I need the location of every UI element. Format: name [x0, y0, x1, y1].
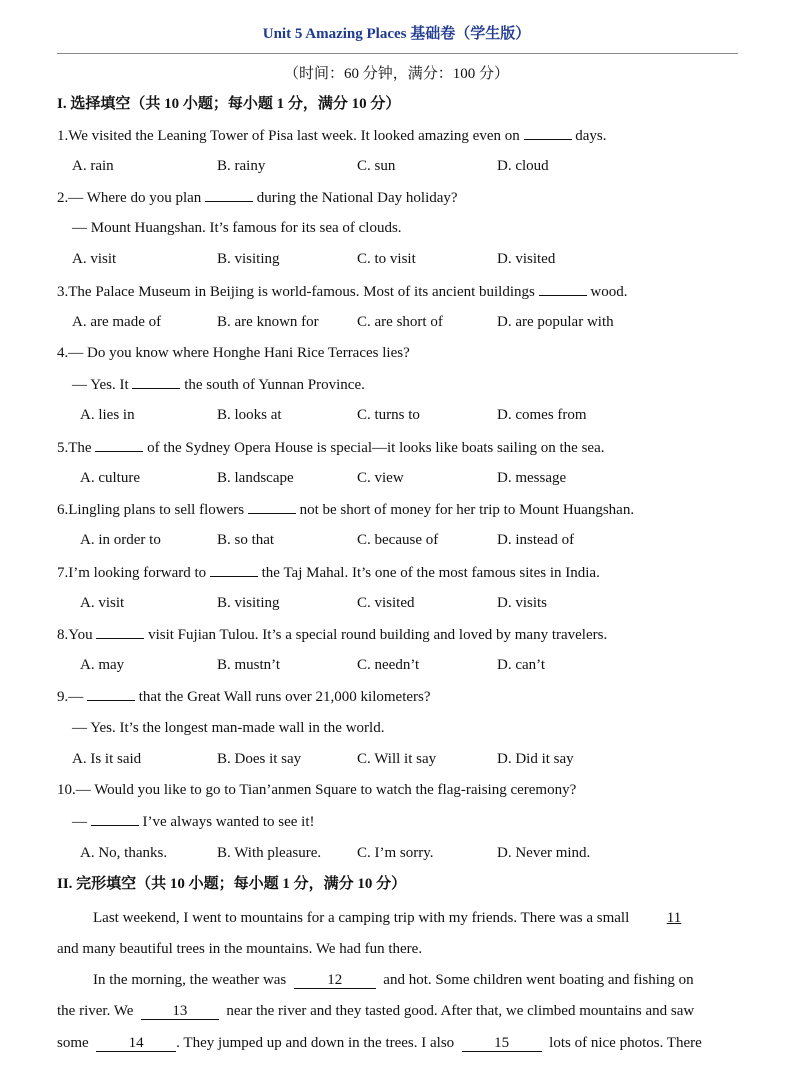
- q9-option-c: C. Will it say: [357, 751, 437, 767]
- time-note: （时间：60 分钟，满分：100 分）: [283, 66, 509, 82]
- q6-option-d: D. instead of: [497, 532, 575, 548]
- question-5: 5.The of the Sydney Opera House is special—it looks like boats sailing on the sea.: [57, 437, 605, 458]
- q6-option-a: A. in order to: [80, 532, 161, 548]
- header-divider: [57, 53, 738, 54]
- q2-option-d: D. visited: [497, 251, 556, 267]
- q10-option-d: D. Never mind.: [497, 845, 591, 861]
- question-10: 10.— Would you like to go to Tian’anmen Square to watch the flag-raising ceremony?: [57, 782, 577, 798]
- cloze-p1-line1: Last weekend, I went to mountains for a camping trip with my friends. There was a small 11: [93, 910, 682, 926]
- q4-option-b: B. looks at: [217, 407, 282, 423]
- cloze-blank-11: 11: [666, 910, 682, 926]
- cloze-blank-14: 14: [96, 1035, 176, 1052]
- section2-heading: II. 完形填空（共 10 小题；每小题 1 分，满分 10 分）: [57, 876, 407, 892]
- q9-option-a: A. Is it said: [72, 751, 142, 767]
- cloze-p2-line1: In the morning, the weather was 12 and hot. Some children went boating and fishing on: [93, 972, 694, 988]
- q10-option-c: C. I’m sorry.: [357, 845, 434, 861]
- cloze-p2-line2: the river. We 13 near the river and they tasted good. After that, we climbed mountains and saw: [57, 1003, 695, 1019]
- q2-option-a: A. visit: [72, 251, 117, 267]
- q1-option-d: D. cloud: [497, 158, 549, 174]
- cloze-blank-13: 13: [141, 1003, 219, 1020]
- q5-option-b: B. landscape: [217, 470, 294, 486]
- q1-option-c: C. sun: [357, 158, 396, 174]
- q7-option-c: C. visited: [357, 595, 415, 611]
- q7-option-a: A. visit: [80, 595, 125, 611]
- section1-heading: I. 选择填空（共 10 小题；每小题 1 分，满分 10 分）: [57, 96, 401, 112]
- q2-option-b: B. visiting: [217, 251, 280, 267]
- page-title: Unit 5 Amazing Places 基础卷（学生版）: [262, 26, 531, 42]
- q3-option-a: A. are made of: [72, 314, 162, 330]
- question-9: 9.— that the Great Wall runs over 21,000 kilometers?: [57, 686, 431, 707]
- q8-option-c: C. needn’t: [357, 657, 420, 673]
- q9-option-d: D. Did it say: [497, 751, 574, 767]
- q3-option-c: C. are short of: [357, 314, 443, 330]
- q9-option-b: B. Does it say: [217, 751, 302, 767]
- q10-answer-line: — I’ve always wanted to see it!: [72, 811, 315, 832]
- cloze-blank-15: 15: [462, 1035, 542, 1052]
- q2-option-c: C. to visit: [357, 251, 416, 267]
- question-2: 2.— Where do you plan during the National Day holiday?: [57, 187, 458, 208]
- q4-option-c: C. turns to: [357, 407, 420, 423]
- q10-option-b: B. With pleasure.: [217, 845, 322, 861]
- cloze-p1-line2: and many beautiful trees in the mountains. We had fun there.: [57, 941, 423, 957]
- q5-option-a: A. culture: [80, 470, 140, 486]
- question-8: 8.You visit Fujian Tulou. It’s a special round building and loved by many travelers.: [57, 624, 607, 645]
- cloze-blank-12: 12: [294, 972, 376, 989]
- q10-option-a: A. No, thanks.: [80, 845, 168, 861]
- question-4: 4.— Do you know where Honghe Hani Rice Terraces lies?: [57, 345, 410, 361]
- question-7: 7.I’m looking forward to the Taj Mahal. It’s one of the most famous sites in India.: [57, 562, 600, 583]
- q4-answer-line: — Yes. It the south of Yunnan Province.: [72, 374, 365, 395]
- q6-option-b: B. so that: [217, 532, 275, 548]
- question-1: 1.We visited the Leaning Tower of Pisa last week. It looked amazing even on days.: [57, 125, 607, 146]
- question-6: 6.Lingling plans to sell flowers not be short of money for her trip to Mount Huangshan.: [57, 499, 634, 520]
- q1-option-a: A. rain: [72, 158, 114, 174]
- q1-option-b: B. rainy: [217, 158, 266, 174]
- q4-option-d: D. comes from: [497, 407, 587, 423]
- cloze-p2-line3: some 14 . They jumped up and down in the trees. I also 15 lots of nice photos. There: [57, 1035, 702, 1051]
- q5-option-c: C. view: [357, 470, 404, 486]
- question-3: 3.The Palace Museum in Beijing is world-famous. Most of its ancient buildings wood.: [57, 281, 627, 302]
- q2-answer-line: — Mount Huangshan. It’s famous for its sea of clouds.: [72, 220, 402, 236]
- q3-option-d: D. are popular with: [497, 314, 614, 330]
- q7-option-b: B. visiting: [217, 595, 280, 611]
- q5-option-d: D. message: [497, 470, 567, 486]
- q3-option-b: B. are known for: [217, 314, 319, 330]
- q7-option-d: D. visits: [497, 595, 548, 611]
- q8-option-d: D. can’t: [497, 657, 546, 673]
- q4-option-a: A. lies in: [80, 407, 135, 423]
- q9-answer-line: — Yes. It’s the longest man-made wall in the world.: [72, 720, 385, 736]
- q6-option-c: C. because of: [357, 532, 439, 548]
- q8-option-a: A. may: [80, 657, 125, 673]
- q8-option-b: B. mustn’t: [217, 657, 281, 673]
